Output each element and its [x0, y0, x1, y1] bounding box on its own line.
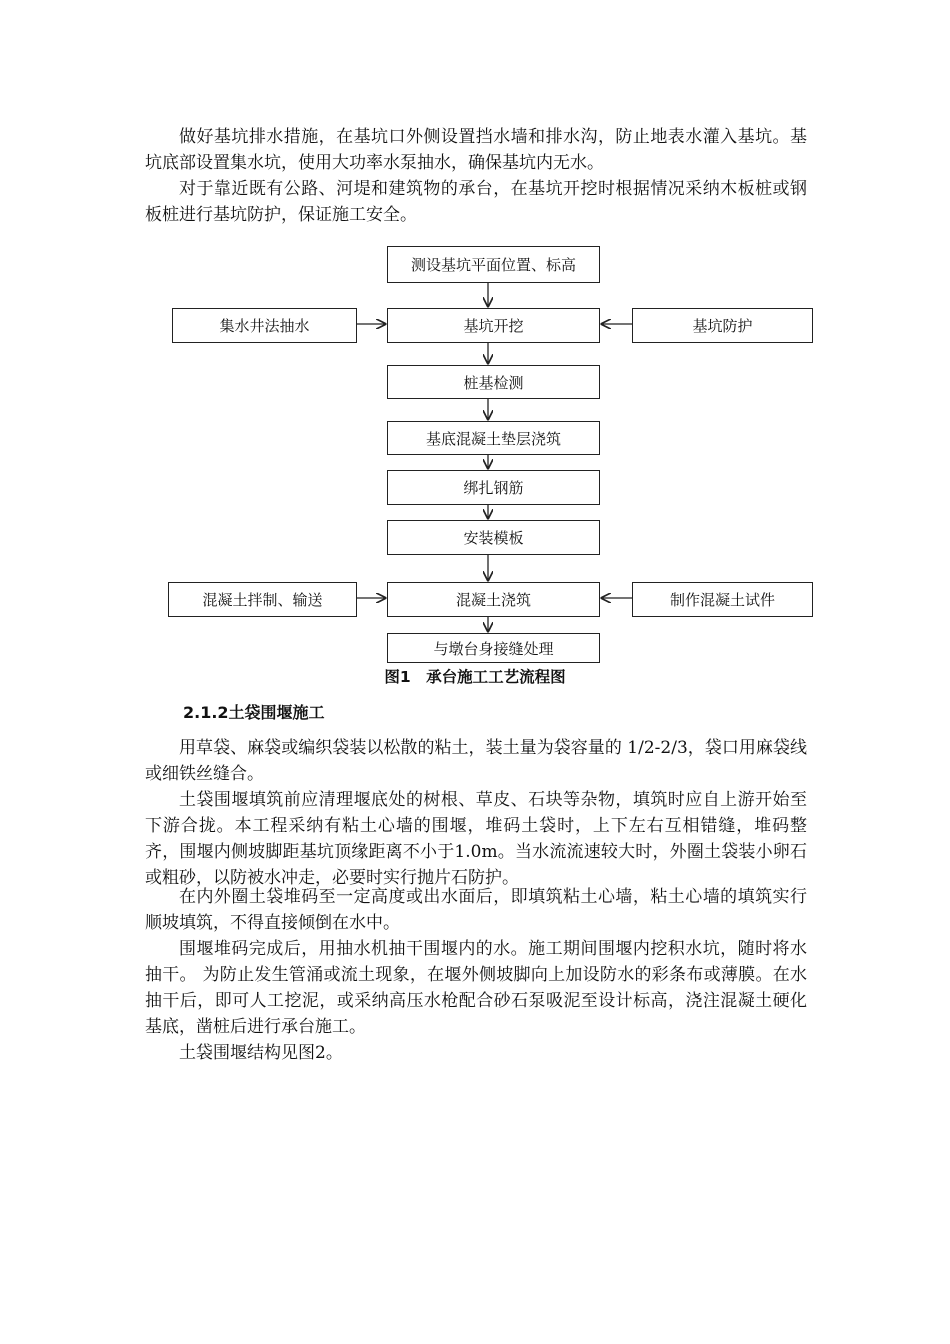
- flow-side-concrete-mixing: 混凝土拌制、输送: [168, 582, 357, 617]
- intro-paragraph-2: 对于靠近既有公路、河堤和建筑物的承台，在基坑开挖时根据情况采纳木板桩或钢板桩进行基坑防护，保证施工安全。: [145, 179, 807, 225]
- body-paragraph-5: 土袋围堰结构见图2。: [179, 1043, 343, 1063]
- figure-caption: 图1 承台施工工艺流程图: [384, 668, 566, 686]
- flow-step-cushion-pour: 基底混凝土垫层浇筑: [387, 421, 600, 455]
- flow-step-concrete-pour: 混凝土浇筑: [387, 582, 600, 617]
- flow-step-formwork: 安装模板: [387, 520, 600, 555]
- flow-step-survey: 测设基坑平面位置、标高: [387, 246, 600, 283]
- flow-step-joint-treatment: 与墩台身接缝处理: [387, 633, 600, 663]
- section-heading: 2.1.2土袋围堰施工: [183, 703, 325, 722]
- flow-side-drainage: 集水井法抽水: [172, 308, 357, 343]
- flow-step-pile-test: 桩基检测: [387, 365, 600, 399]
- flow-step-excavation: 基坑开挖: [387, 308, 600, 343]
- body-paragraph-1: 用草袋、麻袋或编织袋装以松散的粘土，装土量为袋容量的 1/2-2/3，袋口用麻袋线或细铁丝缝合。: [145, 738, 807, 784]
- body-paragraph-3: 在内外圈土袋堆码至一定高度或出水面后，即填筑粘土心墙，粘土心墙的填筑实行顺坡填筑，不得直接倾倒在水中。: [145, 887, 807, 933]
- body-paragraph-4: 围堰堆码完成后，用抽水机抽干围堰内的水。施工期间围堰内挖积水坑，随时将水抽干。 为防止发生管涌或流土现象，在堰外侧坡脚向上加设防水的彩条布或薄膜。在水抽干后，即可人工挖泥，或采纳高压水枪配合砂石泵吸泥至设计标高，浇注混凝土硬化基底，凿桩后进行承台施工。: [145, 939, 807, 1037]
- intro-paragraph-1: 做好基坑排水措施，在基坑口外侧设置挡水墙和排水沟，防止地表水灌入基坑。基坑底部设置集水坑，使用大功率水泵抽水，确保基坑内无水。: [145, 127, 807, 173]
- flow-side-test-specimen: 制作混凝土试件: [632, 582, 813, 617]
- flow-step-rebar: 绑扎钢筋: [387, 470, 600, 505]
- body-paragraph-2: 土袋围堰填筑前应清理堰底处的树根、草皮、石块等杂物，填筑时应自上游开始至下游合拢。本工程采纳有粘土心墙的围堰，堆码土袋时，上下左右互相错缝，堆码整齐，围堰内侧坡脚距基坑顶缘距离不小于1.0m。当水流流速较大时，外圈土袋装小卵石或粗砂，以防被水冲走，必要时实行抛片石防护。: [145, 790, 807, 888]
- flow-side-pit-protection: 基坑防护: [632, 308, 813, 343]
